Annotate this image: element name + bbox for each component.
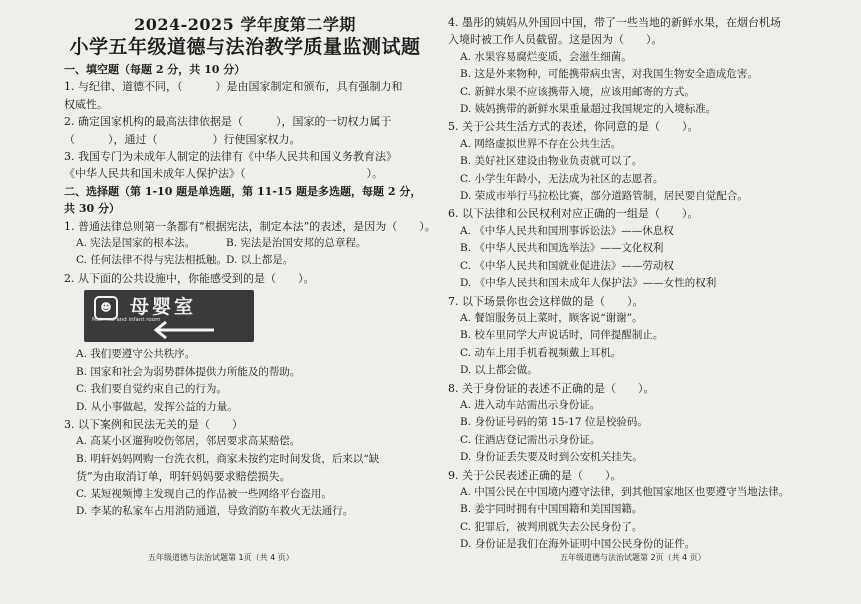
text-line: A. 《中华人民共和国刑事诉讼法》——休息权 xyxy=(460,224,674,237)
text-line: D. 身份证丢失要及时到公安机关挂失。 xyxy=(460,451,643,464)
text-line: A. 进入动车站需出示身份证。 xyxy=(460,398,601,411)
text-line: 权威性。 xyxy=(64,97,108,111)
option-text: A. 宪法是国家的根本法。 xyxy=(76,237,196,250)
text-line: C. 小学生年龄小，无法成为社区的志愿者。 xyxy=(460,172,664,185)
page-2-questions xyxy=(448,14,826,554)
text-line: C. 《中华人民共和国就业促进法》——劳动权 xyxy=(460,259,674,272)
text-line: C. 动车上用手机看视频戴上耳机。 xyxy=(460,346,622,359)
option-text: D. 以上都是。 xyxy=(226,254,294,267)
text-line: D. 《中华人民共和国未成年人保护法》——女性的权利 xyxy=(460,277,717,290)
text-line: A. 网络虚拟世界不存在公共生活。 xyxy=(460,137,622,150)
text-line: B. 校车里同学大声说话时，同伴提醒制止。 xyxy=(460,329,664,342)
text-line: A. 高某小区遛狗咬伤邻居，邻居要求高某赔偿。 xyxy=(76,435,301,448)
text-line xyxy=(64,252,426,269)
text-line: 6. 以下法律和公民权利对应正确的一组是（ ）。 xyxy=(448,207,699,221)
text-line: D. 从小事做起，发挥公益的力量。 xyxy=(76,400,238,413)
text-line: A. 我们要遵守公共秩序。 xyxy=(76,348,196,361)
page-2-footer: 五年级道德与法治试题第 2页（共 4 页） xyxy=(560,553,706,562)
exam-main-title: 小学五年级道德与法治教学质量监测试题 xyxy=(69,36,421,58)
text-line: A. 餐馆服务员上菜时，顾客说“谢谢”。 xyxy=(460,311,643,324)
text-line: B. 明轩妈妈网购一台洗衣机，商家未按约定时间发货，后来以“缺 xyxy=(76,452,380,465)
text-line: 5. 关于公共生活方式的表述，你同意的是（ ）。 xyxy=(448,120,699,134)
text-line: 二、选择题（第 1-10 题是单选题，第 11-15 题是多选题，每题 2 分， xyxy=(64,184,422,198)
text-line: 一、填空题（每题 2 分，共 10 分） xyxy=(64,63,246,76)
text-line: 8. 关于身份证的表述不正确的是（ ）。 xyxy=(448,381,655,395)
text-line: 《中华人民共和国未成年人保护法》（ ）。 xyxy=(64,167,383,181)
text-line xyxy=(64,235,426,252)
text-line: 1. 与纪律、道德不同，（ ）是由国家制定和颁布，具有强制力和 xyxy=(64,80,403,94)
option-text: B. 宪法是治国安邦的总章程。 xyxy=(226,237,367,250)
text-line: 入境时被工作人员截留。这是因为（ ）。 xyxy=(448,33,663,47)
text-line: 货”为由取消订单，明轩妈妈要求赔偿损失。 xyxy=(76,470,291,484)
text-line: 2. 确定国家机构的最高法律依据是（ ），国家的一切权力属于 xyxy=(64,115,392,129)
exam-year-title: 2024-2025 学年度第二学期 xyxy=(134,15,356,34)
text-line: B. 这是外来物种，可能携带病虫害，对我国生物安全造成危害。 xyxy=(460,68,758,81)
text-line: C. 某短视频博主发现自己的作品被一些网络平台盗用。 xyxy=(76,487,332,500)
text-line: B. 美好社区建设由物业负责就可以了。 xyxy=(460,155,643,168)
text-line: C. 我们要自觉约束自己的行为。 xyxy=(76,383,227,396)
text-line: 7. 以下场景你也会这样做的是（ ）。 xyxy=(448,294,644,308)
text-line: C. 住酒店登记需出示身份证。 xyxy=(460,433,601,446)
text-line: D. 身份证是我们在海外证明中国公民身份的证件。 xyxy=(460,538,696,551)
text-line: C. 犯罪后，被判刑就失去公民身份了。 xyxy=(460,520,643,533)
sign-text: 母婴室 xyxy=(130,296,197,319)
text-line: D. 以上都会做。 xyxy=(460,364,538,377)
text-line: 3. 以下案例和民法无关的是（ ） xyxy=(64,417,243,431)
text-line: 9. 关于公民表述正确的是（ ）。 xyxy=(448,468,622,482)
mother-infant-room-sign xyxy=(84,290,254,342)
text-line: 4. 墨彤的姨妈从外国回中国，带了一些当地的新鲜水果，在烟台机场 xyxy=(448,16,781,29)
text-line: A. 水果容易腐烂变质，会滋生细菌。 xyxy=(460,50,632,63)
text-line: D. 李某的私家车占用消防通道，导致消防车救火无法通行。 xyxy=(76,504,354,517)
text-line: A. 中国公民在中国境内遵守法律，到其他国家地区也要遵守当地法律。 xyxy=(460,485,790,498)
text-line: （ ），通过（ ）行使国家权力。 xyxy=(64,132,301,146)
text-line: D. 姨妈携带的新鲜水果重量超过我国规定的入境标准。 xyxy=(460,103,717,116)
page-1-questions-bottom xyxy=(64,346,426,520)
text-line: 1. 普通法律总则第一条都有“根据宪法，制定本法”的表述，是因为（ ）。 xyxy=(64,219,436,233)
page-1-footer: 五年级道德与法治试题第 1页（共 4 页） xyxy=(148,553,294,562)
option-text: C. 任何法律不得与宪法相抵触。 xyxy=(76,254,227,267)
left-arrow-icon xyxy=(150,320,216,340)
text-line: D. 荣成市举行马拉松比赛，部分道路管制，居民要自觉配合。 xyxy=(460,190,748,203)
page-2 xyxy=(448,14,826,554)
text-line: C. 新鲜水果不应该携带入境，应该用邮寄的方式。 xyxy=(460,85,695,98)
text-line: B. 姜宇同时拥有中国国籍和美国国籍。 xyxy=(460,503,643,516)
mother-infant-icon: ☻ xyxy=(94,296,118,320)
text-line: 3. 我国专门为未成年人制定的法律有《中华人民共和国义务教育法》 xyxy=(64,150,397,164)
text-line: B. 《中华人民共和国选举法》——文化权利 xyxy=(460,242,664,255)
text-line: 共 30 分） xyxy=(64,202,120,216)
page-1 xyxy=(64,14,436,520)
text-line: B. 身份证号码的第 15-17 位是校验码。 xyxy=(460,416,648,429)
page-1-questions-top xyxy=(64,61,436,287)
text-line: 2. 从下面的公共设施中，你能感受到的是（ ）。 xyxy=(64,271,315,285)
sign-subtext: Matrmal and infant room xyxy=(92,317,161,324)
text-line: B. 国家和社会为弱势群体提供力所能及的帮助。 xyxy=(76,365,301,378)
